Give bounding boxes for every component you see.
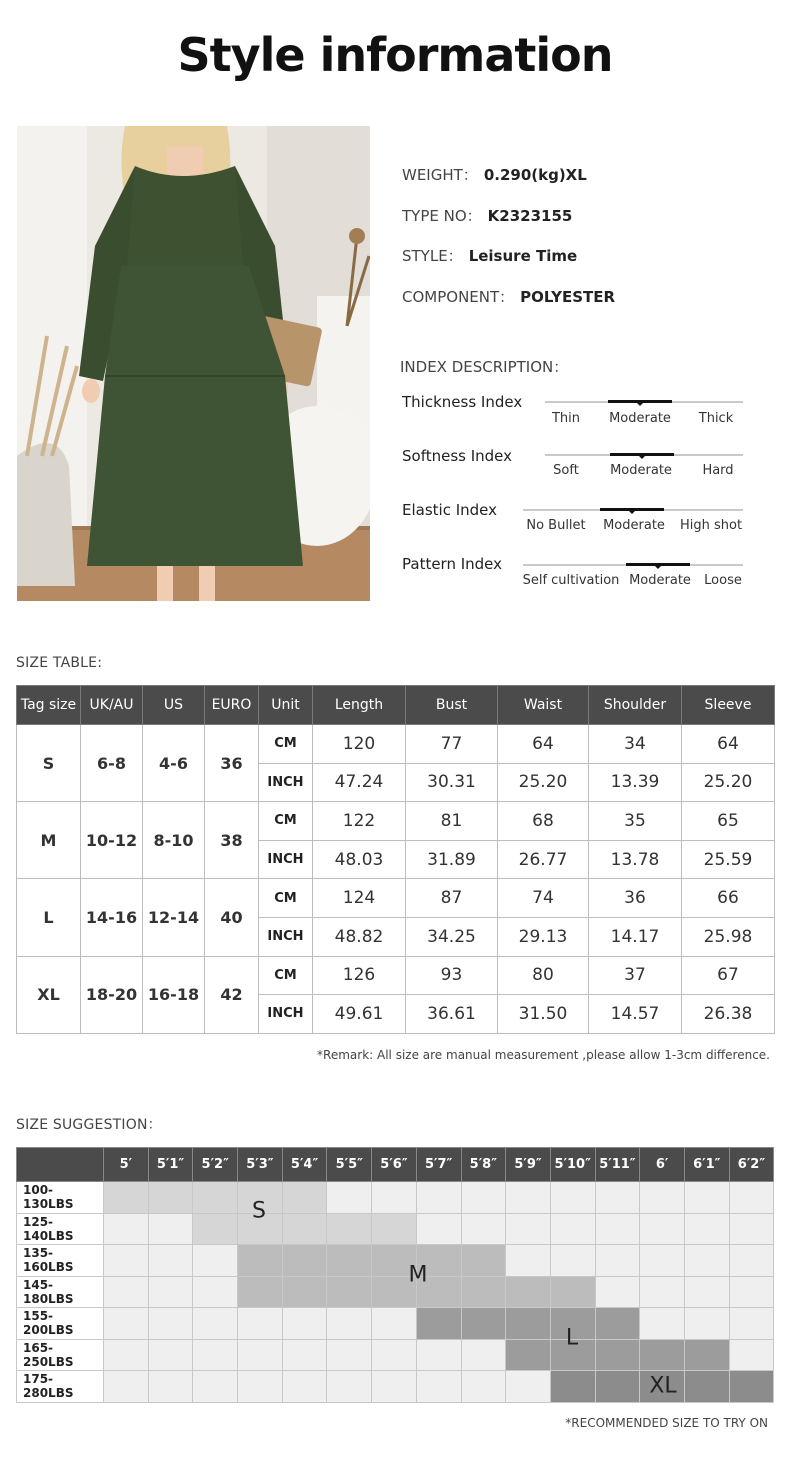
suggestion-cell-empty bbox=[416, 1371, 461, 1403]
suggestion-cell-empty bbox=[327, 1182, 372, 1214]
euro-cell: 40 bbox=[205, 879, 259, 956]
suggestion-cell-s bbox=[282, 1213, 327, 1245]
suggestion-cell-empty bbox=[729, 1276, 774, 1308]
suggestion-cell-empty bbox=[148, 1276, 193, 1308]
height-header-cell: 5′6″ bbox=[372, 1148, 417, 1182]
zone-label-xl: XL bbox=[649, 1373, 677, 1399]
recommend-note: *RECOMMENDED SIZE TO TRY ON bbox=[565, 1416, 768, 1430]
height-header-cell: 5′8″ bbox=[461, 1148, 506, 1182]
inch-value-cell: 48.03 bbox=[313, 840, 406, 879]
height-header-cell: 5′1″ bbox=[148, 1148, 193, 1182]
weight-value: 0.290(kg)XL bbox=[483, 166, 587, 184]
cm-value-cell: 81 bbox=[406, 802, 498, 841]
suggestion-cell-empty bbox=[416, 1182, 461, 1214]
unit-inch-cell: INCH bbox=[259, 840, 313, 879]
suggestion-cell-xl bbox=[595, 1371, 640, 1403]
suggestion-cell-m bbox=[506, 1276, 551, 1308]
suggestion-cell-empty bbox=[684, 1276, 729, 1308]
table-row bbox=[17, 879, 775, 918]
elastic-index-marker bbox=[600, 508, 664, 511]
suggestion-cell-empty bbox=[327, 1308, 372, 1340]
suggestion-cell-empty bbox=[461, 1182, 506, 1214]
suggestion-cell-empty bbox=[148, 1371, 193, 1403]
cm-value-cell: 66 bbox=[682, 879, 775, 918]
suggestion-cell-empty bbox=[684, 1245, 729, 1277]
thickness-option-moderate: Moderate bbox=[609, 411, 671, 426]
suggestion-cell-empty bbox=[148, 1339, 193, 1371]
weight-label-cell: 155-200LBS bbox=[17, 1308, 104, 1340]
table-row bbox=[17, 802, 775, 841]
cm-value-cell: 126 bbox=[313, 956, 406, 995]
header-us: US bbox=[143, 686, 205, 725]
suggestion-cell-empty bbox=[506, 1371, 551, 1403]
header-waist: Waist bbox=[498, 686, 589, 725]
suggestion-cell-empty bbox=[416, 1213, 461, 1245]
uk-au-cell: 14-16 bbox=[81, 879, 143, 956]
height-header-cell: 5′11″ bbox=[595, 1148, 640, 1182]
suggestion-cell-empty bbox=[684, 1182, 729, 1214]
suggestion-cell-l bbox=[506, 1308, 551, 1340]
cm-value-cell: 68 bbox=[498, 802, 589, 841]
elastic-option-moderate: Moderate bbox=[603, 518, 665, 533]
pattern-index-marker bbox=[626, 563, 690, 566]
suggestion-cell-empty bbox=[282, 1339, 327, 1371]
cm-value-cell: 93 bbox=[406, 956, 498, 995]
size-suggestion-table bbox=[16, 1147, 774, 1403]
suggestion-cell-empty bbox=[193, 1308, 238, 1340]
suggestion-cell-empty bbox=[461, 1213, 506, 1245]
inch-value-cell: 14.57 bbox=[589, 995, 682, 1034]
cm-value-cell: 64 bbox=[498, 725, 589, 764]
suggestion-cell-empty bbox=[193, 1339, 238, 1371]
inch-value-cell: 31.89 bbox=[406, 840, 498, 879]
suggestion-cell-empty bbox=[238, 1308, 283, 1340]
uk-au-cell: 18-20 bbox=[81, 956, 143, 1033]
weight-row bbox=[402, 164, 587, 185]
cm-value-cell: 35 bbox=[589, 802, 682, 841]
tag-size-cell: L bbox=[17, 879, 81, 956]
header-length: Length bbox=[313, 686, 406, 725]
unit-inch-cell: INCH bbox=[259, 995, 313, 1034]
suggestion-cell-m bbox=[550, 1276, 595, 1308]
suggestion-cell-empty bbox=[729, 1339, 774, 1371]
suggestion-cell-m bbox=[327, 1276, 372, 1308]
suggestion-cell-empty bbox=[372, 1182, 417, 1214]
weight-row bbox=[17, 1339, 774, 1371]
uk-au-cell: 6-8 bbox=[81, 725, 143, 802]
weight-row bbox=[17, 1276, 774, 1308]
suggestion-cell-xl bbox=[550, 1371, 595, 1403]
size-table-header-row bbox=[17, 686, 775, 725]
euro-cell: 36 bbox=[205, 725, 259, 802]
pattern-index-label: Pattern Index bbox=[402, 555, 503, 573]
height-header-cell: 5′2″ bbox=[193, 1148, 238, 1182]
inch-value-cell: 36.61 bbox=[406, 995, 498, 1034]
inch-value-cell: 26.77 bbox=[498, 840, 589, 879]
euro-cell: 42 bbox=[205, 956, 259, 1033]
suggestion-cell-empty bbox=[729, 1308, 774, 1340]
weight-label-cell: 125-140LBS bbox=[17, 1213, 104, 1245]
suggestion-cell-l bbox=[595, 1339, 640, 1371]
unit-cm-cell: CM bbox=[259, 879, 313, 918]
weight-label: WEIGHT： bbox=[402, 166, 478, 184]
unit-cm-cell: CM bbox=[259, 725, 313, 764]
suggestion-cell-m bbox=[282, 1245, 327, 1277]
type-no-label: TYPE NO： bbox=[402, 207, 482, 225]
suggestion-cell-empty bbox=[148, 1213, 193, 1245]
component-label: COMPONENT： bbox=[402, 288, 515, 306]
height-header-cell: 5′ bbox=[104, 1148, 149, 1182]
unit-inch-cell: INCH bbox=[259, 763, 313, 802]
suggestion-cell-empty bbox=[148, 1308, 193, 1340]
inch-value-cell: 29.13 bbox=[498, 917, 589, 956]
us-cell: 16-18 bbox=[143, 956, 205, 1033]
thickness-index-label: Thickness Index bbox=[402, 393, 523, 411]
suggestion-cell-empty bbox=[461, 1371, 506, 1403]
header-uk-au: UK/AU bbox=[81, 686, 143, 725]
height-header-cell: 5′10″ bbox=[550, 1148, 595, 1182]
suggestion-cell-empty bbox=[595, 1245, 640, 1277]
inch-value-cell: 48.82 bbox=[313, 917, 406, 956]
header-corner bbox=[17, 1148, 104, 1182]
suggestion-cell-empty bbox=[238, 1339, 283, 1371]
unit-cm-cell: CM bbox=[259, 802, 313, 841]
us-cell: 8-10 bbox=[143, 802, 205, 879]
suggestion-cell-empty bbox=[684, 1308, 729, 1340]
cm-value-cell: 67 bbox=[682, 956, 775, 995]
inch-value-cell: 49.61 bbox=[313, 995, 406, 1034]
inch-value-cell: 13.39 bbox=[589, 763, 682, 802]
cm-value-cell: 36 bbox=[589, 879, 682, 918]
inch-value-cell: 25.59 bbox=[682, 840, 775, 879]
suggestion-cell-m bbox=[461, 1276, 506, 1308]
inch-value-cell: 14.17 bbox=[589, 917, 682, 956]
suggestion-cell-s bbox=[372, 1213, 417, 1245]
cm-value-cell: 124 bbox=[313, 879, 406, 918]
remark-note: *Remark: All size are manual measurement ,please allow 1-3cm difference. bbox=[317, 1048, 770, 1062]
suggestion-cell-empty bbox=[506, 1245, 551, 1277]
unit-cm-cell: CM bbox=[259, 956, 313, 995]
weight-label-cell: 175-280LBS bbox=[17, 1371, 104, 1403]
size-suggestion-label: SIZE SUGGESTION： bbox=[16, 1117, 162, 1133]
tag-size-cell: M bbox=[17, 802, 81, 879]
header-tag-size: Tag size bbox=[17, 686, 81, 725]
suggestion-cell-empty bbox=[595, 1276, 640, 1308]
suggestion-cell-empty bbox=[104, 1308, 149, 1340]
zone-label-s: S bbox=[252, 1198, 266, 1224]
zone-label-m: M bbox=[408, 1262, 428, 1288]
suggestion-cell-l bbox=[416, 1308, 461, 1340]
style-value: Leisure Time bbox=[468, 247, 578, 265]
cm-value-cell: 87 bbox=[406, 879, 498, 918]
suggestion-cell-m bbox=[238, 1276, 283, 1308]
suggestion-cell-xl bbox=[729, 1371, 774, 1403]
suggestion-cell-empty bbox=[729, 1182, 774, 1214]
weight-row bbox=[17, 1308, 774, 1340]
inch-value-cell: 25.20 bbox=[682, 763, 775, 802]
suggestion-cell-empty bbox=[595, 1182, 640, 1214]
suggestion-cell-m bbox=[238, 1245, 283, 1277]
header-bust: Bust bbox=[406, 686, 498, 725]
suggestion-cell-empty bbox=[684, 1213, 729, 1245]
component-value: POLYESTER bbox=[520, 288, 616, 306]
suggestion-cell-l bbox=[684, 1339, 729, 1371]
suggestion-cell-empty bbox=[550, 1182, 595, 1214]
weight-row bbox=[17, 1245, 774, 1277]
softness-option-soft: Soft bbox=[553, 463, 579, 478]
inch-value-cell: 26.38 bbox=[682, 995, 775, 1034]
weight-label-cell: 165-250LBS bbox=[17, 1339, 104, 1371]
height-header-cell: 5′4″ bbox=[282, 1148, 327, 1182]
suggestion-cell-m bbox=[327, 1245, 372, 1277]
suggestion-cell-l bbox=[506, 1339, 551, 1371]
suggestion-cell-s bbox=[282, 1182, 327, 1214]
elastic-option-high-shot: High shot bbox=[679, 518, 743, 533]
inch-value-cell: 30.31 bbox=[406, 763, 498, 802]
uk-au-cell: 10-12 bbox=[81, 802, 143, 879]
inch-value-cell: 47.24 bbox=[313, 763, 406, 802]
inch-value-cell: 34.25 bbox=[406, 917, 498, 956]
suggestion-cell-empty bbox=[640, 1308, 685, 1340]
suggestion-cell-empty bbox=[372, 1308, 417, 1340]
us-cell: 12-14 bbox=[143, 879, 205, 956]
suggestion-cell-empty bbox=[282, 1308, 327, 1340]
suggestion-cell-empty bbox=[104, 1339, 149, 1371]
cm-value-cell: 122 bbox=[313, 802, 406, 841]
suggestion-cell-s bbox=[104, 1182, 149, 1214]
style-row bbox=[402, 245, 577, 266]
cm-value-cell: 34 bbox=[589, 725, 682, 764]
cm-value-cell: 120 bbox=[313, 725, 406, 764]
suggestion-cell-empty bbox=[193, 1371, 238, 1403]
height-header-cell: 6′2″ bbox=[729, 1148, 774, 1182]
suggestion-cell-empty bbox=[729, 1245, 774, 1277]
height-header-cell: 5′9″ bbox=[506, 1148, 551, 1182]
suggestion-cell-empty bbox=[104, 1213, 149, 1245]
softness-option-moderate: Moderate bbox=[610, 463, 672, 478]
suggestion-cell-m bbox=[461, 1245, 506, 1277]
tag-size-cell: S bbox=[17, 725, 81, 802]
suggestion-cell-empty bbox=[506, 1182, 551, 1214]
header-shoulder: Shoulder bbox=[589, 686, 682, 725]
size-suggestion-header-row bbox=[17, 1148, 774, 1182]
suggestion-cell-empty bbox=[282, 1371, 327, 1403]
suggestion-cell-l bbox=[595, 1308, 640, 1340]
inch-value-cell: 25.20 bbox=[498, 763, 589, 802]
suggestion-cell-empty bbox=[640, 1182, 685, 1214]
cm-value-cell: 37 bbox=[589, 956, 682, 995]
weight-label-cell: 135-160LBS bbox=[17, 1245, 104, 1277]
inch-value-cell: 31.50 bbox=[498, 995, 589, 1034]
suggestion-cell-empty bbox=[193, 1245, 238, 1277]
suggestion-cell-empty bbox=[729, 1213, 774, 1245]
suggestion-cell-empty bbox=[640, 1245, 685, 1277]
suggestion-cell-empty bbox=[640, 1276, 685, 1308]
thickness-option-thick: Thick bbox=[698, 411, 734, 426]
suggestion-cell-empty bbox=[461, 1339, 506, 1371]
euro-cell: 38 bbox=[205, 802, 259, 879]
elastic-index-label: Elastic Index bbox=[402, 501, 498, 519]
thickness-index-marker bbox=[608, 400, 672, 403]
size-table-label: SIZE TABLE: bbox=[16, 655, 103, 671]
pattern-option-loose: Loose bbox=[704, 573, 742, 588]
weight-label-cell: 145-180LBS bbox=[17, 1276, 104, 1308]
weight-row bbox=[17, 1182, 774, 1214]
suggestion-cell-empty bbox=[104, 1371, 149, 1403]
suggestion-cell-empty bbox=[640, 1213, 685, 1245]
suggestion-cell-s bbox=[193, 1182, 238, 1214]
pattern-option-self-cultivation: Self cultivation bbox=[522, 573, 620, 588]
header-euro: EURO bbox=[205, 686, 259, 725]
suggestion-cell-empty bbox=[550, 1245, 595, 1277]
suggestion-cell-empty bbox=[238, 1371, 283, 1403]
us-cell: 4-6 bbox=[143, 725, 205, 802]
weight-label-cell: 100-130LBS bbox=[17, 1182, 104, 1214]
product-photo bbox=[17, 126, 370, 601]
cm-value-cell: 65 bbox=[682, 802, 775, 841]
suggestion-cell-empty bbox=[550, 1213, 595, 1245]
height-header-cell: 5′3″ bbox=[238, 1148, 283, 1182]
table-row bbox=[17, 956, 775, 995]
cm-value-cell: 77 bbox=[406, 725, 498, 764]
height-header-cell: 5′5″ bbox=[327, 1148, 372, 1182]
suggestion-cell-empty bbox=[416, 1339, 461, 1371]
suggestion-cell-empty bbox=[506, 1213, 551, 1245]
suggestion-cell-l bbox=[640, 1339, 685, 1371]
pattern-option-moderate: Moderate bbox=[629, 573, 691, 588]
softness-index-label: Softness Index bbox=[402, 447, 513, 465]
header-sleeve: Sleeve bbox=[682, 686, 775, 725]
table-row bbox=[17, 725, 775, 764]
suggestion-cell-empty bbox=[372, 1339, 417, 1371]
type-no-row bbox=[402, 205, 572, 226]
suggestion-cell-empty bbox=[193, 1276, 238, 1308]
component-row bbox=[402, 286, 615, 307]
suggestion-cell-m bbox=[282, 1276, 327, 1308]
softness-option-hard: Hard bbox=[702, 463, 734, 478]
suggestion-cell-empty bbox=[148, 1245, 193, 1277]
suggestion-cell-empty bbox=[595, 1213, 640, 1245]
elastic-option-no-bullet: No Bullet bbox=[526, 518, 586, 533]
thickness-option-thin: Thin bbox=[551, 411, 581, 426]
inch-value-cell: 13.78 bbox=[589, 840, 682, 879]
suggestion-cell-empty bbox=[327, 1339, 372, 1371]
cm-value-cell: 64 bbox=[682, 725, 775, 764]
unit-inch-cell: INCH bbox=[259, 917, 313, 956]
weight-row bbox=[17, 1213, 774, 1245]
suggestion-cell-s bbox=[148, 1182, 193, 1214]
inch-value-cell: 25.98 bbox=[682, 917, 775, 956]
suggestion-cell-xl bbox=[684, 1371, 729, 1403]
height-header-cell: 6′1″ bbox=[684, 1148, 729, 1182]
softness-index-marker bbox=[610, 453, 674, 456]
suggestion-cell-s bbox=[193, 1213, 238, 1245]
cm-value-cell: 74 bbox=[498, 879, 589, 918]
page-title: Style information bbox=[177, 28, 613, 82]
suggestion-cell-empty bbox=[104, 1276, 149, 1308]
tag-size-cell: XL bbox=[17, 956, 81, 1033]
suggestion-cell-l bbox=[461, 1308, 506, 1340]
zone-label-l: L bbox=[565, 1325, 579, 1351]
suggestion-cell-s bbox=[327, 1213, 372, 1245]
size-table bbox=[16, 685, 775, 1034]
style-label: STYLE： bbox=[402, 247, 463, 265]
height-header-cell: 6′ bbox=[640, 1148, 685, 1182]
type-no-value: K2323155 bbox=[487, 207, 573, 225]
height-header-cell: 5′7″ bbox=[416, 1148, 461, 1182]
cm-value-cell: 80 bbox=[498, 956, 589, 995]
index-description-heading: INDEX DESCRIPTION： bbox=[400, 358, 569, 376]
model-in-green-dress-image bbox=[17, 126, 370, 601]
suggestion-cell-empty bbox=[104, 1245, 149, 1277]
suggestion-cell-empty bbox=[372, 1371, 417, 1403]
header-unit: Unit bbox=[259, 686, 313, 725]
suggestion-cell-empty bbox=[327, 1371, 372, 1403]
